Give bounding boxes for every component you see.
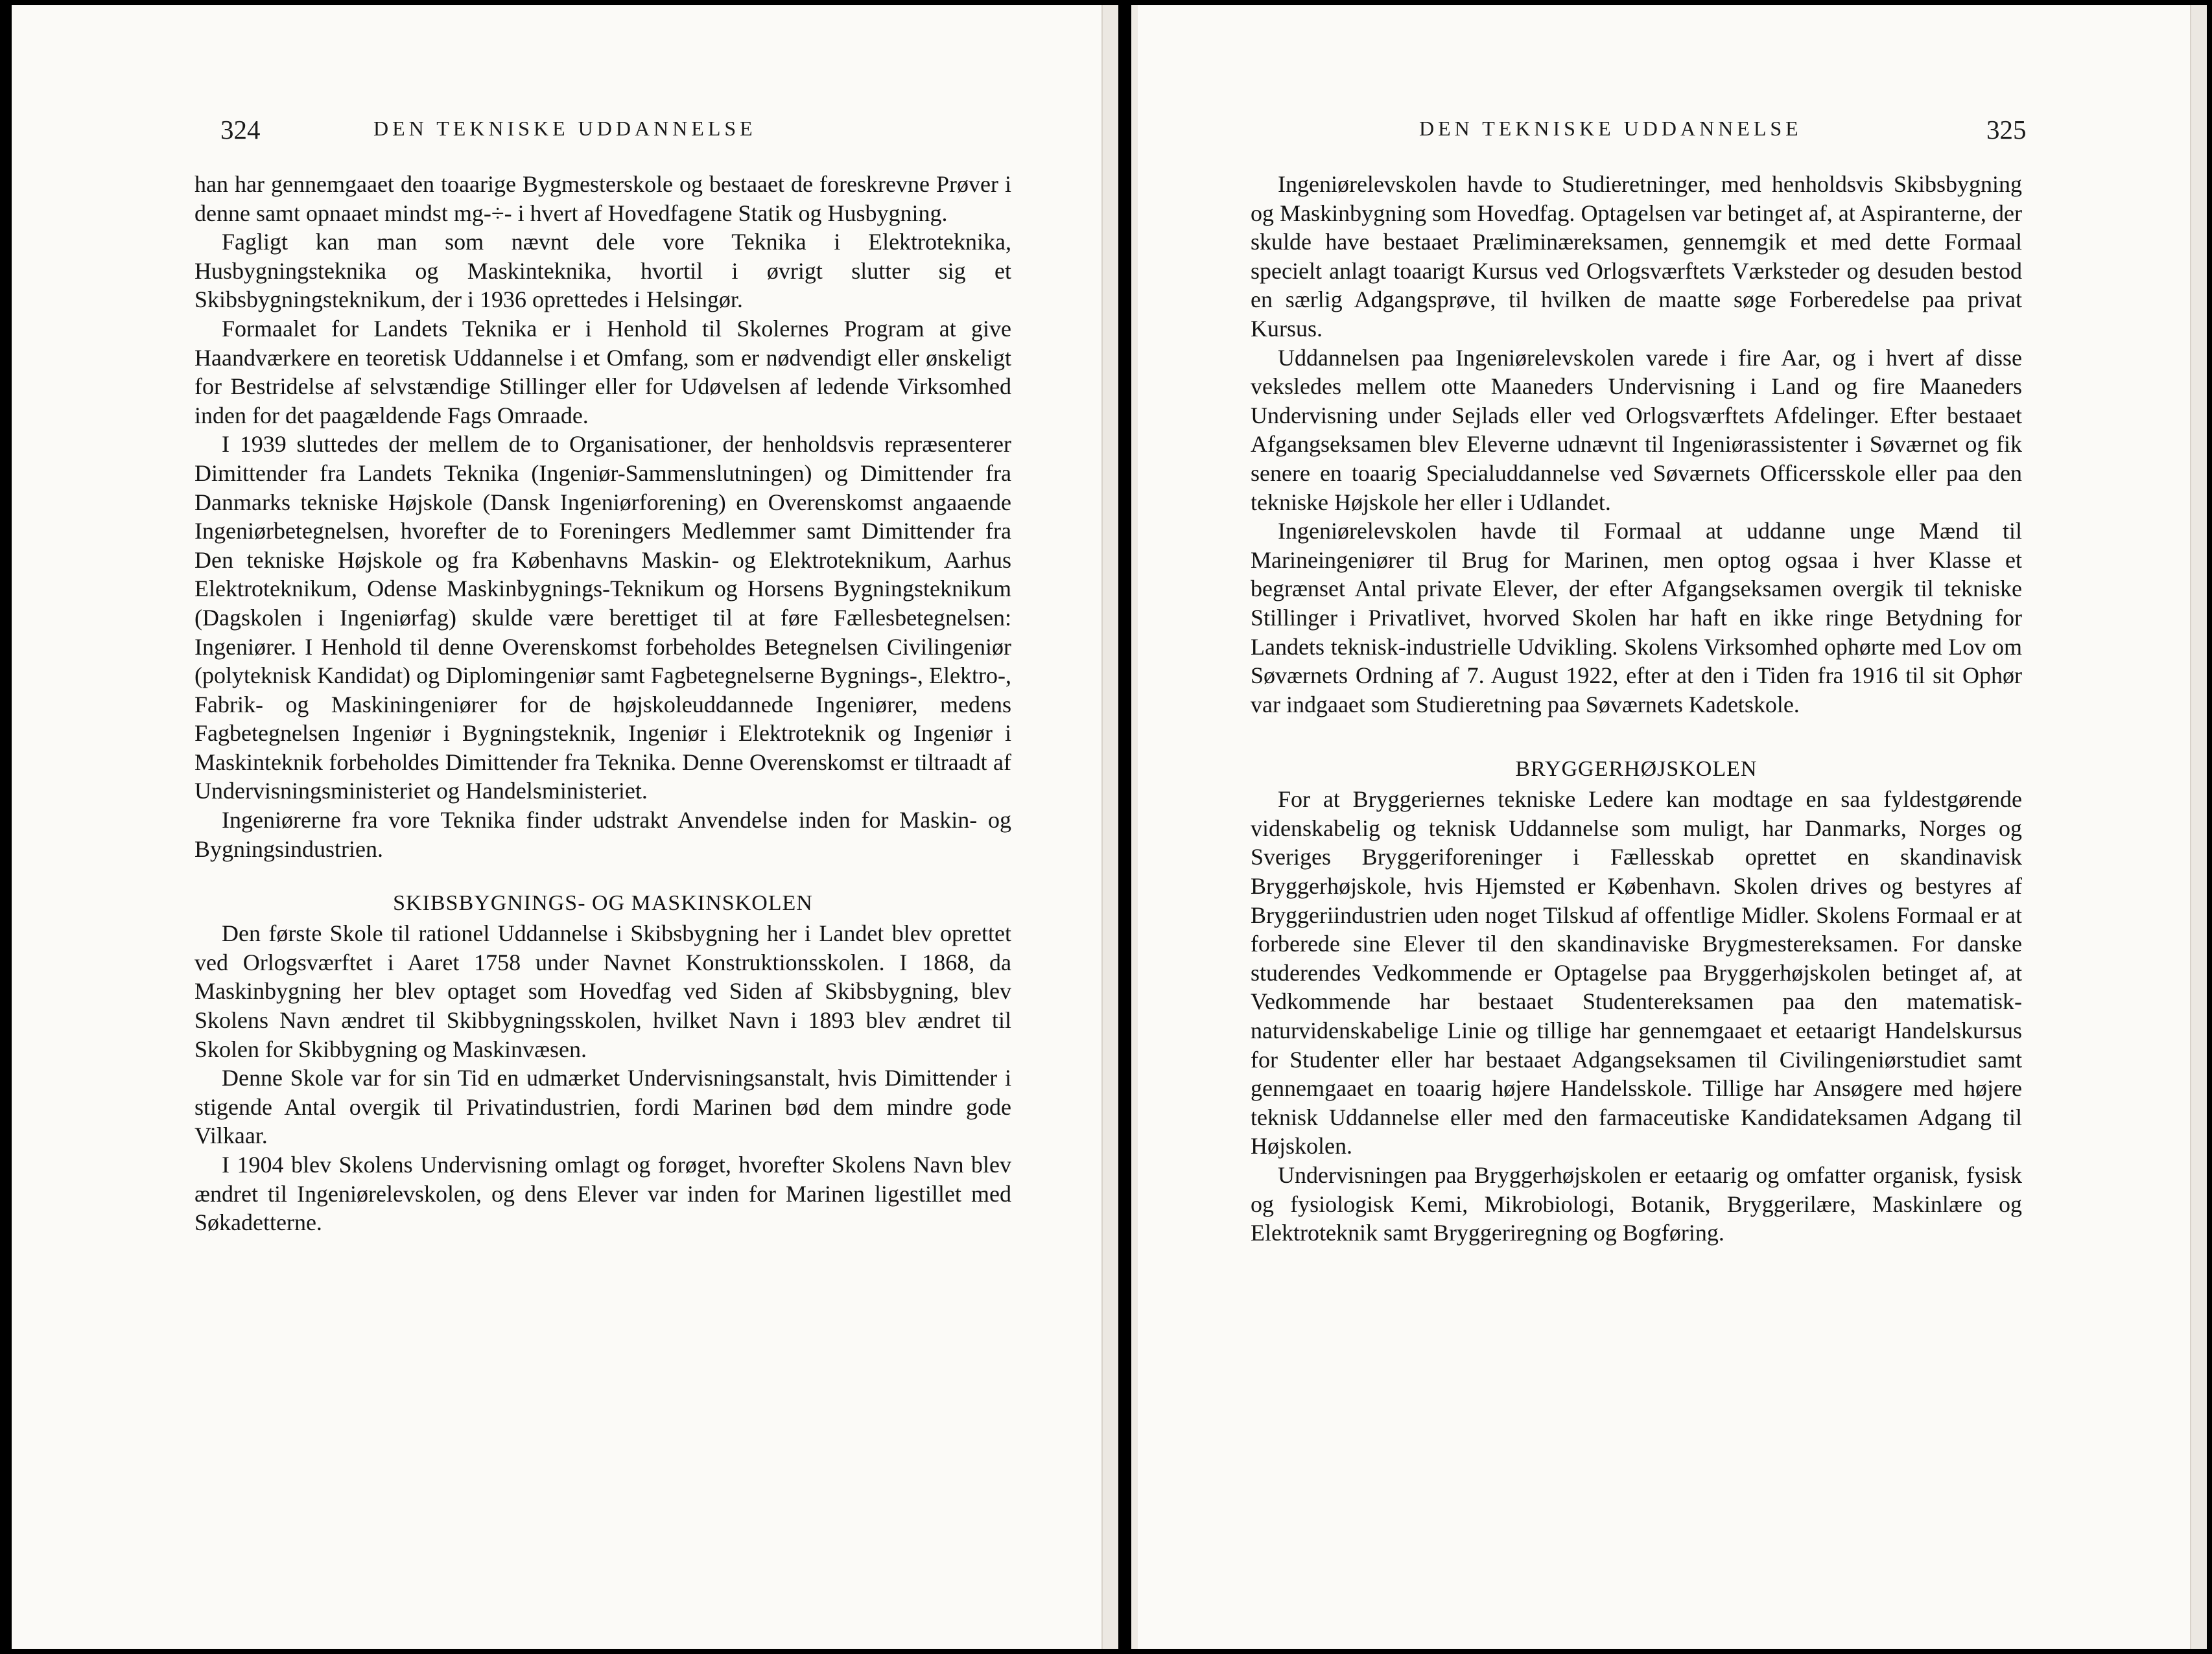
paragraph: Ingeniørerne fra vore Teknika finder udstrakt Anvendelse inden for Maskin- og Bygningsindustrien.: [194, 807, 1011, 862]
page-fore-edge: [1101, 5, 1118, 1649]
right-page-text: [1251, 170, 2022, 1248]
right-page-number: 325: [1986, 115, 2027, 145]
right-running-title: DEN TEKNISKE UDDANNELSE: [1419, 117, 1802, 140]
paragraph: I 1939 sluttedes der mellem de to Organisationer, der henholdsvis repræsenterer Dimittender fra Landets Teknika (Ingeniør-Sammenslutningen) og Dimittender fra Danmarks tekniske Højskole (Dansk Ingeniørforening) en Overenskomst angaaende Ingeniørbetegnelsen, hvorefter de to Foreningers Medlemmer samt Dimittender fra Den tekniske Højskole og fra Københavns Maskin- og Elektroteknikum, Aarhus Elektroteknikum, Odense Maskinbygnings-Teknikum og Horsens Bygningsteknikum (Dagskolen i Ingeniørfag) skulde være berettiget til at føre Fællesbetegnelsen: Ingeniører. I Henhold til denne Overenskomst forbeholdes Betegnelsen Civilingeniør (polyteknisk Kandidat) og Diplomingeniør samt Fagbetegnelserne Bygnings-, Elektro-, Fabrik- og Maskiningeniører for de højskoleuddannede Ingeniører, medens Fagbetegnelsen Ingeniør i Bygningsteknik, Ingeniør i Elektroteknik og Ingeniør i Maskinteknik forbeholdes Dimittender fra Teknika. Denne Overenskomst er tiltraadt af Undervisningsministeriet og Handelsministeriet.: [194, 431, 1011, 804]
left-page-text: [194, 170, 1011, 1237]
left-running-head: [206, 114, 1023, 153]
paragraph: Uddannelsen paa Ingeniørelevskolen varede i fire Aar, og i hvert af disse veksledes mellem otte Maaneders Undervisning i Land og fire Maaneders Undervisning under Sejlads eller ved Orlogsværftets Afdelinger. Efter bestaaet Afgangseksamen blev Eleverne udnævnt til Ingeniørassistenter i Søværnet og fik senere en toaarig Specialuddannelse ved Søværnets Officersskole eller paa den tekniske Højskole her eller i Udlandet.: [1251, 344, 2022, 515]
paragraph: Ingeniørelevskolen havde to Studieretninger, med henholdsvis Skibsbygning og Maskinbygning som Hovedfag. Optagelsen var betinget af, at Aspiranterne, der skulde have bestaaet Præliminæreksamen, gennemgik et med dette Formaal specielt anlagt toaarigt Kursus ved Orlogsværftets Værksteder og desuden bestod en særlig Adgangsprøve, til hvilken de maatte søge Forberedelse paa privat Kursus.: [1251, 171, 2022, 342]
section-heading: SKIBSBYGNINGS- OG MASKINSKOLEN: [393, 891, 813, 916]
right-running-head: [1251, 114, 2027, 153]
paragraph: Den første Skole til rationel Uddannelse i Skibsbygning her i Landet blev oprettet ved Orlogsværftet i Aaret 1758 under Navnet Konstruktionsskolen. I 1868, da Maskinbygning her blev optaget som Hovedfag ved Siden af Skibsbygning, blev Skolens Navn ændret til Skibbygningsskolen, hvilket Navn i 1893 blev ændret til Skolen for Skibbygning og Maskinvæsen.: [194, 920, 1011, 1062]
page-gutter-edge: [1131, 5, 1138, 1649]
paragraph: han har gennemgaaet den toaarige Bygmesterskole og bestaaet de foreskrevne Prøver i denne samt opnaaet mindst mg-÷- i hvert af Hovedfagene Statik og Husbygning.: [194, 171, 1011, 226]
left-running-title: DEN TEKNISKE UDDANNELSE: [373, 117, 757, 140]
paragraph: For at Bryggeriernes tekniske Ledere kan modtage en saa fyldestgørende videnskabelig og teknisk Uddannelse som muligt, har Danmarks, Norges og Sveriges Bryggeriforeninger i Fællesskab oprettet en skandinavisk Bryggerhøjskole, hvis Hjemsted er København. Skolen drives og bestyres af Bryggeriindustrien uden noget Tilskud af offentlige Midler. Skolens Formaal er at forberede sine Elever til den skandinaviske Brygmestereksamen. For danske studerendes Vedkommende er Optagelse paa Bryggerhøjskolen betinget af, at Vedkommende har bestaaet Studentereksamen paa den matematisk-naturvidenskabelige Linie og tillige har gennemgaaet et eetaarigt Handelskursus for Studenter eller har bestaaet Adgangseksamen til Civilingeniørstudiet samt gennemgaaet en toaarig højere Handelsskole. Tillige har Ansøgere med højere teknisk Uddannelse eller med den farmaceutiske Kandidateksamen Adgang til Højskolen.: [1251, 786, 2022, 1159]
paragraph: I 1904 blev Skolens Undervisning omlagt og forøget, hvorefter Skolens Navn blev ændret til Ingeniørelevskolen, og dens Elever var inden for Marinen ligestillet med Søkadetterne.: [194, 1152, 1011, 1236]
left-page-number: 324: [220, 115, 261, 145]
paragraph: Undervisningen paa Bryggerhøjskolen er eetaarig og omfatter organisk, fysisk og fysiologisk Kemi, Mikrobiologi, Botanik, Bryggerilære, Maskinlære og Elektroteknik samt Bryggeriregning og Bogføring.: [1251, 1162, 2022, 1246]
page-fore-edge: [2190, 5, 2207, 1649]
paragraph: Denne Skole var for sin Tid en udmærket Undervisningsanstalt, hvis Dimittender i stigende Antal overgik til Privatindustrien, fordi Marinen bød dem mindre gode Vilkaar.: [194, 1065, 1011, 1149]
section-heading: BRYGGERHØJSKOLEN: [1515, 757, 1758, 782]
paragraph: Ingeniørelevskolen havde til Formaal at uddanne unge Mænd til Marineingeniører til Brug for Marinen, men optog ogsaa i hver Klasse et begrænset Antal private Elever, der efter Afgangseksamen overgik til tekniske Stillinger i Privatlivet, hvorved Skolen har haft en ikke ringe Betydning for Landets teknisk-industrielle Udvikling. Skolens Virksomhed ophørte med Lov om Søværnets Ordning af 7. August 1922, efter at den i Tiden fra 1916 til sit Ophør var indgaaet som Studieretning paa Søværnets Kadetskole.: [1251, 518, 2022, 717]
paragraph: Fagligt kan man som nævnt dele vore Teknika i Elektroteknika, Husbygningsteknika og Maskinteknika, hvortil i øvrigt slutter sig et Skibsbygningsteknikum, der i 1936 oprettedes i Helsingør.: [194, 229, 1011, 313]
paragraph: Formaalet for Landets Teknika er i Henhold til Skolernes Program at give Haandværkere en teoretisk Uddannelse i et Omfang, som er nødvendigt eller ønskeligt for Bestridelse af selvstændige Stillinger eller for Udøvelsen af ledende Virksomhed inden for det paagældende Fags Omraade.: [194, 315, 1011, 428]
